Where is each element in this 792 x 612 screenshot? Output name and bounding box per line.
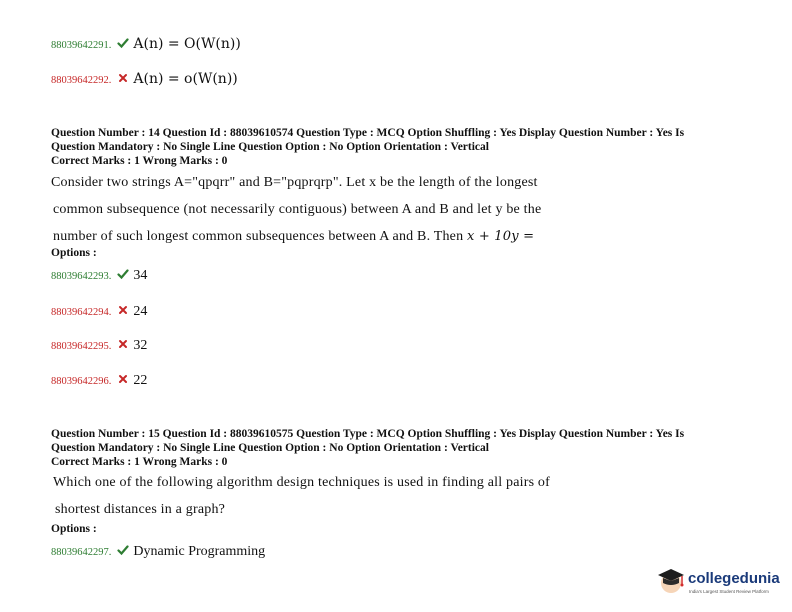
option-row (51, 266, 147, 284)
cross-icon (117, 304, 129, 316)
option-text: 22 (133, 373, 148, 388)
option-math: A(n) = o(W(n)) (133, 71, 238, 87)
cross-icon (117, 338, 129, 350)
option-row (51, 70, 238, 88)
check-icon (117, 37, 129, 49)
question-text-line: shortest distances in a graph? (55, 502, 226, 517)
check-icon (117, 268, 129, 280)
option-math: A(n) = O(W(n)) (133, 36, 241, 52)
option-row (51, 336, 147, 354)
option-text: 32 (133, 338, 148, 353)
question-meta (51, 427, 751, 469)
meta-line: Question Number : 15 Question Id : 88039610575 Question Type : MCQ Option Shuffling : Yes Display Question Number : Yes Is (51, 428, 685, 440)
question-math: x + 10y = (467, 229, 535, 244)
cross-icon (117, 373, 129, 385)
option-id: 88039642296. (51, 376, 112, 387)
marks-line: Correct Marks : 1 Wrong Marks : 0 (51, 456, 228, 468)
option-id: 88039642294. (51, 307, 112, 318)
question-text-line (53, 229, 534, 245)
collegedunia-logo (656, 564, 784, 600)
option-row (51, 371, 147, 389)
meta-line: Question Number : 14 Question Id : 88039610574 Question Type : MCQ Option Shuffling : Yes Display Question Number : Yes Is (51, 127, 685, 139)
question-text: number of such longest common subsequences between A and B. Then (53, 229, 467, 244)
option-text: 24 (133, 304, 148, 319)
graduation-cap-icon (656, 566, 686, 596)
option-id: 88039642292. (51, 75, 112, 86)
option-id: 88039642293. (51, 271, 112, 282)
option-id: 88039642291. (51, 40, 112, 51)
option-text: 34 (133, 268, 148, 283)
option-row (51, 542, 265, 560)
meta-line: Question Mandatory : No Single Line Question Option : No Option Orientation : Vertical (51, 141, 489, 153)
marks-line: Correct Marks : 1 Wrong Marks : 0 (51, 155, 228, 167)
options-label: Options : (51, 523, 97, 535)
option-text: Dynamic Programming (133, 544, 266, 559)
option-row (51, 35, 241, 53)
options-label: Options : (51, 247, 97, 259)
question-text-line: Which one of the following algorithm design techniques is used in finding all pairs of (53, 475, 550, 490)
option-id: 88039642297. (51, 547, 112, 558)
logo-text: collegedunia (688, 570, 780, 587)
option-id: 88039642295. (51, 341, 112, 352)
check-icon (117, 544, 129, 556)
option-row (51, 302, 147, 320)
question-meta (51, 126, 751, 168)
question-text-line: common subsequence (not necessarily contiguous) between A and B and let y be the (53, 202, 542, 217)
meta-line: Question Mandatory : No Single Line Question Option : No Option Orientation : Vertical (51, 442, 489, 454)
cross-icon (117, 72, 129, 84)
logo-tagline: India's Largest Student Review Platform (689, 589, 769, 594)
question-text-line: Consider two strings A="qpqrr" and B="pqprqrp". Let x be the length of the longest (51, 175, 538, 190)
